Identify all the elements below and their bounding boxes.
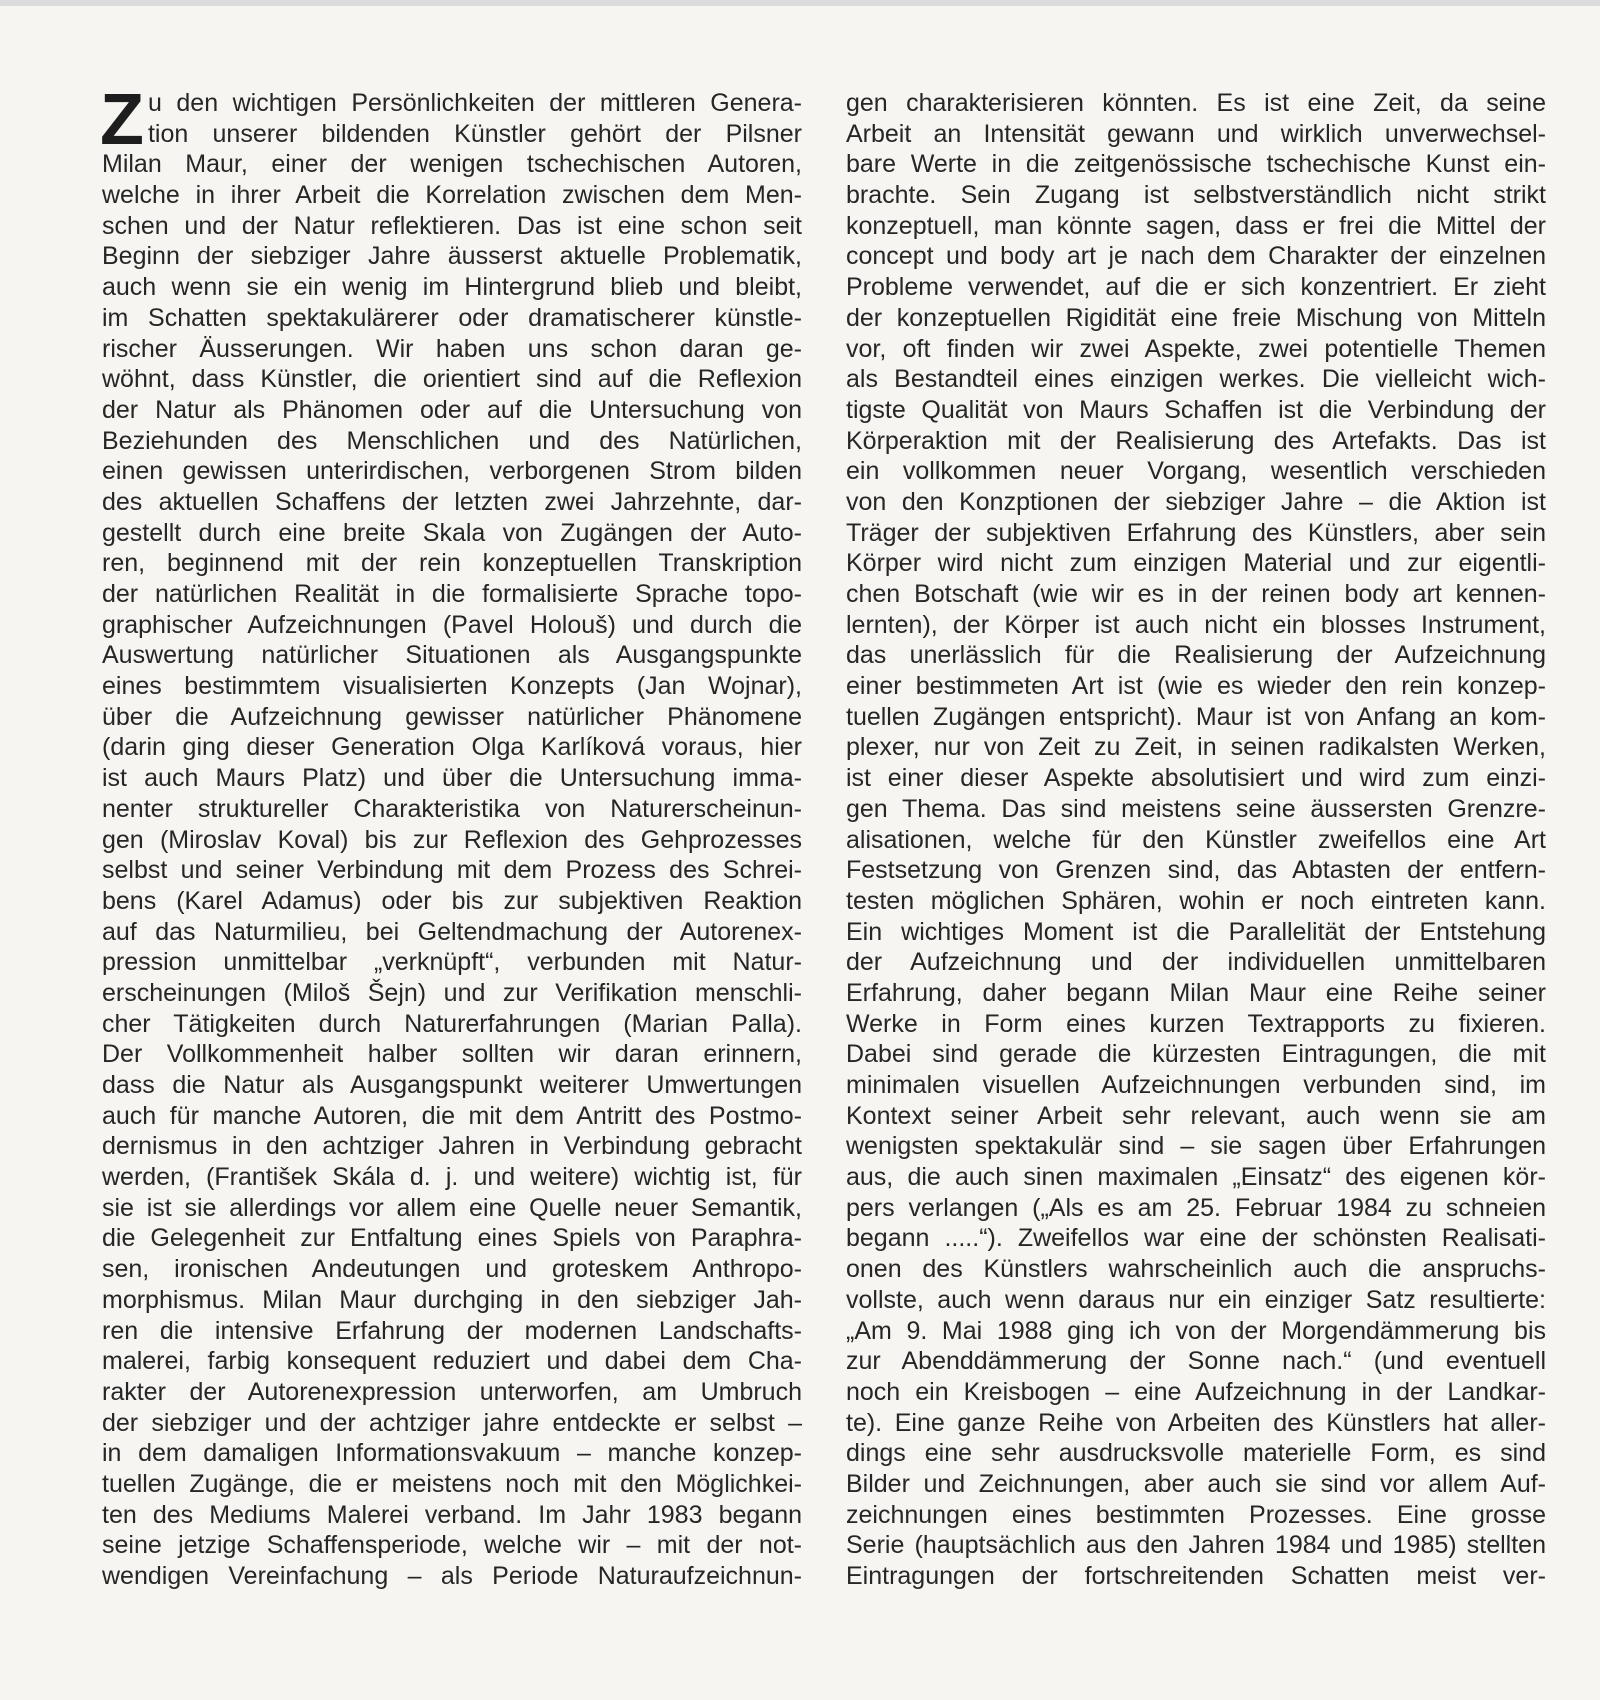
text-line: u den wichtigen Persönlichkeiten der mittleren Genera- bbox=[147, 89, 802, 117]
text-line: pers verlangen („Als es am 25. Februar 1984 zu schneien bbox=[846, 1193, 1546, 1222]
text-line: Körperaktion mit der Realisierung des Artefakts. Das ist bbox=[846, 426, 1546, 455]
right-column-text bbox=[846, 88, 1546, 1592]
text-line: Milan Maur, einer der wenigen tschechischen Autoren, bbox=[102, 150, 802, 179]
text-line: Träger der subjektiven Erfahrung des Künstlers, aber sein bbox=[846, 518, 1546, 547]
text-line: Dabei sind gerade die kürzesten Eintragungen, die mit bbox=[846, 1040, 1546, 1069]
left-column bbox=[100, 80, 802, 1592]
text-line: als Bestandteil eines einzigen werkes. Die vielleicht wich- bbox=[846, 365, 1546, 394]
top-edge bbox=[0, 0, 1600, 6]
text-line: welche in ihrer Arbeit die Korrelation zwischen dem Men- bbox=[102, 181, 802, 210]
text-line: Probleme verwendet, auf die er sich konzentriert. Er zieht bbox=[846, 273, 1546, 302]
text-line: dings eine sehr ausdrucksvolle materielle Form, es sind bbox=[846, 1439, 1546, 1468]
text-line: aus, die auch sinen maximalen „Einsatz“ des eigenen kör- bbox=[846, 1163, 1546, 1192]
text-line: rakter der Autorenexpression unterworfen, am Umbruch bbox=[102, 1377, 802, 1406]
text-line: eines bestimmtem visualisierten Konzepts (Jan Wojnar), bbox=[102, 672, 802, 701]
text-line: einer bestimmeten Art ist (wie es wieder den rein konzep- bbox=[846, 672, 1546, 701]
text-line: die Gelegenheit zur Entfaltung eines Spiels von Paraphra- bbox=[102, 1224, 802, 1253]
text-line: graphischer Aufzeichnungen (Pavel Holouš) und durch die bbox=[102, 610, 802, 639]
left-column-text bbox=[100, 80, 802, 1592]
text-line: der Aufzeichnung und der individuellen unmittelbaren bbox=[846, 948, 1546, 977]
text-line: zeichnungen eines bestimmten Prozesses. Eine grosse bbox=[846, 1500, 1546, 1529]
text-line: ein vollkommen neuer Vorgang, wesentlich verschieden bbox=[846, 457, 1546, 486]
drop-cap: Z bbox=[100, 80, 144, 160]
text-line: zur Abenddämmerung der Sonne nach.“ (und eventuell bbox=[846, 1347, 1546, 1376]
text-line: der konzeptuellen Rigidität eine freie Mischung von Mitteln bbox=[846, 303, 1546, 332]
text-line: Körper wird nicht zum einzigen Material und zur eigentli- bbox=[846, 549, 1546, 578]
text-line: der Natur als Phänomen oder auf die Untersuchung von bbox=[102, 395, 802, 424]
text-line: brachte. Sein Zugang ist selbstverständlich nicht strikt bbox=[846, 181, 1546, 210]
text-line: der natürlichen Realität in die formalisierte Sprache topo- bbox=[102, 580, 802, 608]
text-line: malerei, farbig konsequent reduziert und dabei dem Cha- bbox=[102, 1347, 802, 1376]
text-line: über die Aufzeichnung gewisser natürlicher Phänomene bbox=[102, 702, 802, 731]
text-line: das unerlässlich für die Realisierung der Aufzeichnung bbox=[846, 641, 1546, 670]
text-line: von den Konzptionen der siebziger Jahre – die Aktion ist bbox=[846, 487, 1546, 516]
text-line: ist auch Maurs Platz) und über die Untersuchung imma- bbox=[102, 764, 802, 793]
text-line: onen des Künstlers wahrscheinlich auch die anspruchs- bbox=[846, 1255, 1546, 1284]
text-line: Ein wichtiges Moment ist die Parallelität der Entstehung bbox=[846, 917, 1546, 946]
text-line: Erfahrung, daher begann Milan Maur eine Reihe seiner bbox=[846, 978, 1546, 1007]
text-line: bens (Karel Adamus) oder bis zur subjektiven Reaktion bbox=[102, 886, 802, 915]
text-line: Festsetzung von Grenzen sind, das Abtasten der entfern- bbox=[846, 856, 1546, 885]
text-line: vor, oft finden wir zwei Aspekte, zwei potentielle Themen bbox=[846, 334, 1546, 363]
text-line: lernten), der Körper ist auch nicht ein blosses Instrument, bbox=[846, 610, 1546, 639]
text-line: erscheinungen (Miloš Šejn) und zur Verifikation menschli- bbox=[102, 978, 802, 1007]
text-line: des aktuellen Schaffens der letzten zwei Jahrzehnte, dar- bbox=[102, 487, 802, 516]
text-line: tion unserer bildenden Künstler gehört der Pilsner bbox=[147, 119, 802, 148]
text-line: selbst und seiner Verbindung mit dem Prozess des Schrei- bbox=[102, 856, 802, 885]
text-line: (darin ging dieser Generation Olga Karlíková voraus, hier bbox=[102, 733, 802, 762]
text-line: Kontext seiner Arbeit sehr relevant, auch wenn sie am bbox=[846, 1101, 1546, 1130]
text-line: wenigsten spektakulär sind – sie sagen über Erfahrungen bbox=[846, 1132, 1546, 1161]
text-line: Beziehunden des Menschlichen und des Natürlichen, bbox=[102, 426, 802, 455]
text-line: in dem damaligen Informationsvakuum – manche konzep- bbox=[102, 1439, 802, 1468]
text-line: nenter struktureller Charakteristika von Naturerscheinun- bbox=[102, 794, 802, 823]
right-column bbox=[846, 88, 1546, 1592]
text-line: wöhnt, dass Künstler, die orientiert sind auf die Reflexion bbox=[102, 365, 802, 394]
text-line: „Am 9. Mai 1988 ging ich von der Morgendämmerung bis bbox=[846, 1316, 1546, 1345]
text-line: plexer, nur von Zeit zu Zeit, in seinen radikalsten Werken, bbox=[846, 733, 1546, 762]
text-line: gen (Miroslav Koval) bis zur Reflexion des Gehprozesses bbox=[102, 825, 802, 854]
text-line: auch wenn sie ein wenig im Hintergrund blieb und bleibt, bbox=[102, 273, 802, 302]
text-line: tigste Qualität von Maurs Schaffen ist die Verbindung der bbox=[846, 395, 1546, 424]
text-line: Der Vollkommenheit halber sollten wir daran erinnern, bbox=[102, 1040, 802, 1069]
text-line: seine jetzige Schaffensperiode, welche wir – mit der not- bbox=[102, 1531, 802, 1560]
text-line: wendigen Vereinfachung – als Periode Naturaufzeichnun- bbox=[102, 1562, 802, 1590]
text-line: dernismus in den achtziger Jahren in Verbindung gebracht bbox=[102, 1132, 802, 1161]
text-line: te). Eine ganze Reihe von Arbeiten des Künstlers hat aller- bbox=[846, 1408, 1546, 1437]
text-line: morphismus. Milan Maur durchging in den siebziger Jah- bbox=[102, 1285, 802, 1314]
text-line: Beginn der siebziger Jahre äusserst aktuelle Problematik, bbox=[102, 242, 802, 271]
text-line: auch für manche Autoren, die mit dem Antritt des Postmo- bbox=[102, 1101, 802, 1130]
text-line: ten des Mediums Malerei verband. Im Jahr 1983 begann bbox=[102, 1500, 802, 1529]
text-line: rischer Äusserungen. Wir haben uns schon daran ge- bbox=[102, 334, 802, 363]
text-line: gestellt durch eine breite Skala von Zugängen der Auto- bbox=[102, 518, 802, 547]
text-line: ren die intensive Erfahrung der modernen Landschafts- bbox=[102, 1316, 802, 1345]
text-line: Werke in Form eines kurzen Textrapports zu fixieren. bbox=[846, 1009, 1546, 1038]
text-line: noch ein Kreisbogen – eine Aufzeichnung in der Landkar- bbox=[846, 1377, 1546, 1406]
text-line: der siebziger und der achtziger jahre entdeckte er selbst – bbox=[102, 1408, 802, 1437]
text-line: auf das Naturmilieu, bei Geltendmachung der Autorenex- bbox=[102, 917, 802, 946]
text-line: gen charakterisieren könnten. Es ist eine Zeit, da seine bbox=[846, 89, 1546, 117]
text-line: alisationen, welche für den Künstler zweifellos eine Art bbox=[846, 825, 1546, 854]
text-line: pression unmittelbar „verknüpft“, verbunden mit Natur- bbox=[102, 948, 802, 977]
text-line: cher Tätigkeiten durch Naturerfahrungen (Marian Palla). bbox=[102, 1009, 802, 1038]
text-line: vollste, auch wenn daraus nur ein einziger Satz resultierte: bbox=[846, 1285, 1546, 1314]
text-line: tuellen Zugänge, die er meistens noch mit den Möglichkei- bbox=[102, 1469, 802, 1498]
text-line: Bilder und Zeichnungen, aber auch sie sind vor allem Auf- bbox=[846, 1469, 1546, 1498]
text-line: Serie (hauptsächlich aus den Jahren 1984 und 1985) stellten bbox=[846, 1531, 1546, 1560]
text-line: werden, (František Skála d. j. und weitere) wichtig ist, für bbox=[102, 1163, 802, 1192]
text-line: ist einer dieser Aspekte absolutisiert und wird zum einzi- bbox=[846, 764, 1546, 793]
text-line: im Schatten spektakulärerer oder dramatischerer künstle- bbox=[102, 303, 802, 332]
text-line: Auswertung natürlicher Situationen als Ausgangspunkte bbox=[102, 641, 802, 670]
text-line: bare Werte in die zeitgenössische tschechische Kunst ein- bbox=[846, 150, 1546, 179]
text-line: begann .....“). Zweifellos war eine der schönsten Realisati- bbox=[846, 1224, 1546, 1253]
text-line: ren, beginnend mit der rein konzeptuellen Transkription bbox=[102, 549, 802, 578]
text-line: testen möglichen Sphären, wohin er noch eintreten kann. bbox=[846, 886, 1546, 915]
text-line: dass die Natur als Ausgangspunkt weiterer Umwertungen bbox=[102, 1071, 802, 1099]
text-line: Arbeit an Intensität gewann und wirklich unverwechsel- bbox=[846, 119, 1546, 148]
text-line: sen, ironischen Andeutungen und groteskem Anthropo- bbox=[102, 1255, 802, 1284]
text-line: sie ist sie allerdings vor allem eine Quelle neuer Semantik, bbox=[102, 1193, 802, 1222]
text-line: gen Thema. Das sind meistens seine äussersten Grenzre- bbox=[846, 794, 1546, 823]
text-line: Eintragungen der fortschreitenden Schatten meist ver- bbox=[846, 1562, 1546, 1590]
text-line: tuellen Zugängen entspricht). Maur ist von Anfang an kom- bbox=[846, 702, 1546, 731]
text-line: einen gewissen unterirdischen, verborgenen Strom bilden bbox=[102, 457, 802, 486]
text-line: schen und der Natur reflektieren. Das ist eine schon seit bbox=[102, 211, 802, 240]
text-line: minimalen visuellen Aufzeichnungen verbunden sind, im bbox=[846, 1071, 1546, 1099]
text-line: concept und body art je nach dem Charakter der einzelnen bbox=[846, 242, 1546, 271]
text-line: konzeptuell, man könnte sagen, dass er frei die Mittel der bbox=[846, 211, 1546, 240]
text-line: chen Botschaft (wie wir es in der reinen body art kennen- bbox=[846, 580, 1546, 608]
